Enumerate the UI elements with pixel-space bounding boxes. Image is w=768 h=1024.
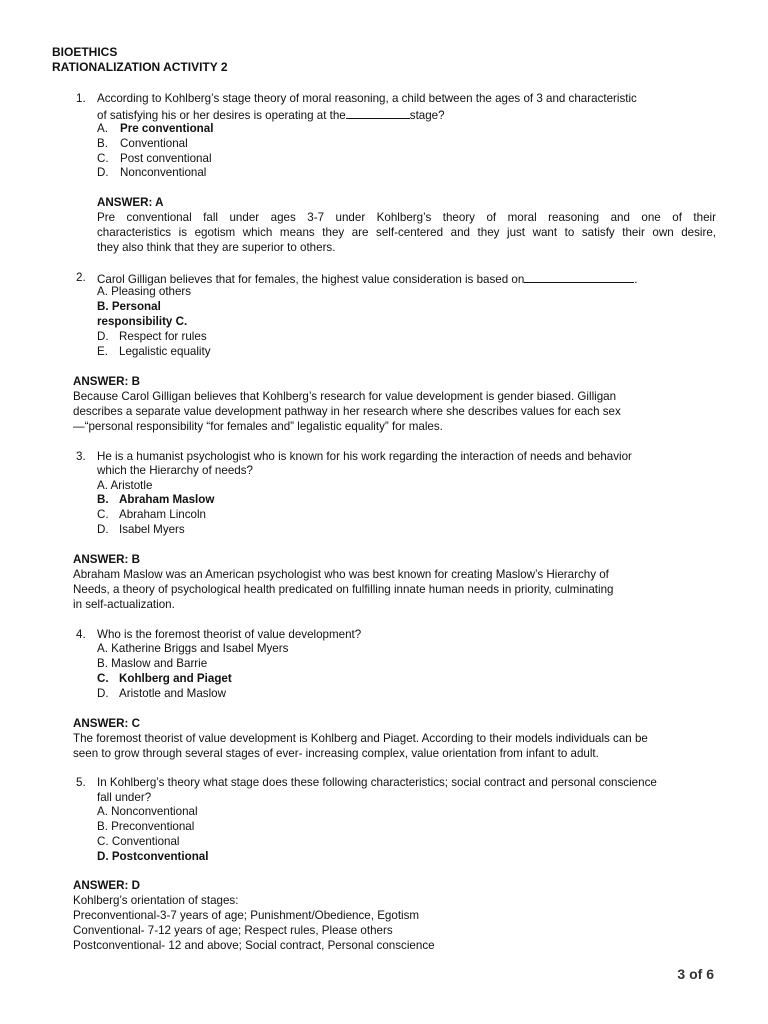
answer-blank: [346, 106, 410, 119]
question-number: 1.: [76, 92, 86, 105]
activity-title: RATIONALIZATION ACTIVITY 2: [52, 60, 228, 74]
option-letter: C.: [97, 152, 109, 165]
question-number: 2.: [76, 271, 86, 284]
explanation-line: describes a separate value development pathway in her research where she describes values for each sex: [73, 405, 621, 418]
question-number: 5.: [76, 776, 86, 789]
option-letter: C.: [97, 672, 109, 685]
answer-label: ANSWER: A: [97, 196, 164, 209]
answer-label: ANSWER: B: [73, 553, 140, 566]
explanation-line: Preconventional-3-7 years of age; Punishment/Obedience, Egotism: [73, 909, 420, 922]
question-text-cont: fall under?: [97, 791, 152, 804]
explanation-line: Because Carol Gilligan believes that Kohlberg’s research for value development is gender biased. Gilligan: [73, 390, 617, 403]
explanation-line: Abraham Maslow was an American psychologist who was best known for creating Maslow’s Hierarchy of: [73, 568, 609, 581]
question-text-part: Carol Gilligan believes that for females, the highest value consideration is based on: [97, 273, 525, 286]
subject-title: BIOETHICS: [52, 45, 118, 59]
option-correct: B. Personal: [97, 300, 161, 313]
explanation-line: seen to grow through several stages of ever- increasing complex, value orientation from infant to adult.: [73, 747, 599, 760]
option-text: A. Aristotle: [97, 479, 153, 492]
option-letter: B.: [97, 493, 109, 506]
option-correct: responsibility C.: [97, 315, 188, 328]
option-text: B. Preconventional: [97, 820, 195, 833]
question-number: 3.: [76, 450, 86, 463]
option-correct: Abraham Maslow: [119, 493, 215, 506]
option-correct: Kohlberg and Piaget: [119, 672, 232, 685]
page-number: 3 of 6: [677, 966, 714, 982]
option-text: Conventional: [120, 137, 188, 150]
question-text-part: stage?: [409, 109, 445, 122]
option-text: Respect for rules: [119, 330, 207, 343]
explanation-line: Postconventional- 12 and above; Social contract, Personal conscience: [73, 939, 435, 952]
answer-label: ANSWER: C: [73, 717, 140, 730]
option-letter: D.: [97, 523, 109, 536]
explanation-line: Conventional- 7-12 years of age; Respect rules, Please others: [73, 924, 393, 937]
explanation-line: in self-actualization.: [73, 598, 175, 611]
question-text-cont: which the Hierarchy of needs?: [97, 464, 253, 477]
question-text-part: of satisfying his or her desires is operating at the: [97, 109, 346, 122]
answer-blank: [524, 270, 634, 283]
option-text: B. Maslow and Barrie: [97, 657, 208, 670]
option-text: Legalistic equality: [119, 345, 211, 358]
question-text: Who is the foremost theorist of value development?: [97, 628, 362, 641]
option-letter: D.: [97, 166, 109, 179]
explanation-line: Pre conventional fall under ages 3-7 under Kohlberg’s theory of moral reasoning and one of their: [97, 211, 716, 224]
option-letter: D.: [97, 330, 109, 343]
option-correct: D. Postconventional: [97, 850, 209, 863]
question-number: 4.: [76, 628, 86, 641]
option-correct: Pre conventional: [120, 122, 214, 135]
option-text: A. Pleasing others: [97, 285, 192, 298]
option-letter: C.: [97, 508, 109, 521]
option-text: Abraham Lincoln: [119, 508, 207, 521]
question-text: According to Kohlberg’s stage theory of moral reasoning, a child between the ages of 3 and characteristic: [97, 92, 637, 105]
explanation-line: —“personal responsibility “for females and” legalistic equality” for males.: [73, 420, 443, 433]
option-letter: A.: [97, 122, 108, 135]
option-text: Isabel Myers: [119, 523, 185, 536]
explanation-line: they also think that they are superior to others.: [97, 241, 336, 254]
explanation-line: Needs, a theory of psychological health predicated on fulfilling innate human needs in priority, culminating: [73, 583, 614, 596]
option-letter: B.: [97, 137, 108, 150]
option-letter: E.: [97, 345, 108, 358]
option-text: C. Conventional: [97, 835, 180, 848]
explanation-line: The foremost theorist of value development is Kohlberg and Piaget. According to their models individuals can be: [73, 732, 648, 745]
option-letter: D.: [97, 687, 109, 700]
question-text: In Kohlberg’s theory what stage does these following characteristics; social contract and personal conscience: [97, 776, 657, 789]
option-text: Nonconventional: [120, 166, 207, 179]
answer-label: ANSWER: B: [73, 375, 140, 388]
question-text: He is a humanist psychologist who is known for his work regarding the interaction of needs and behavior: [97, 450, 632, 463]
question-text-part: .: [634, 273, 638, 286]
option-text: Post conventional: [120, 152, 212, 165]
answer-label: ANSWER: D: [73, 879, 140, 892]
option-text: A. Katherine Briggs and Isabel Myers: [97, 642, 289, 655]
explanation-line: characteristics is egotism which means they are self-centered and they just want to satisfy their own desire,: [97, 226, 716, 239]
option-text: Aristotle and Maslow: [119, 687, 226, 700]
explanation-line: Kohlberg’s orientation of stages:: [73, 894, 239, 907]
option-text: A. Nonconventional: [97, 805, 198, 818]
document-header: [52, 45, 228, 75]
